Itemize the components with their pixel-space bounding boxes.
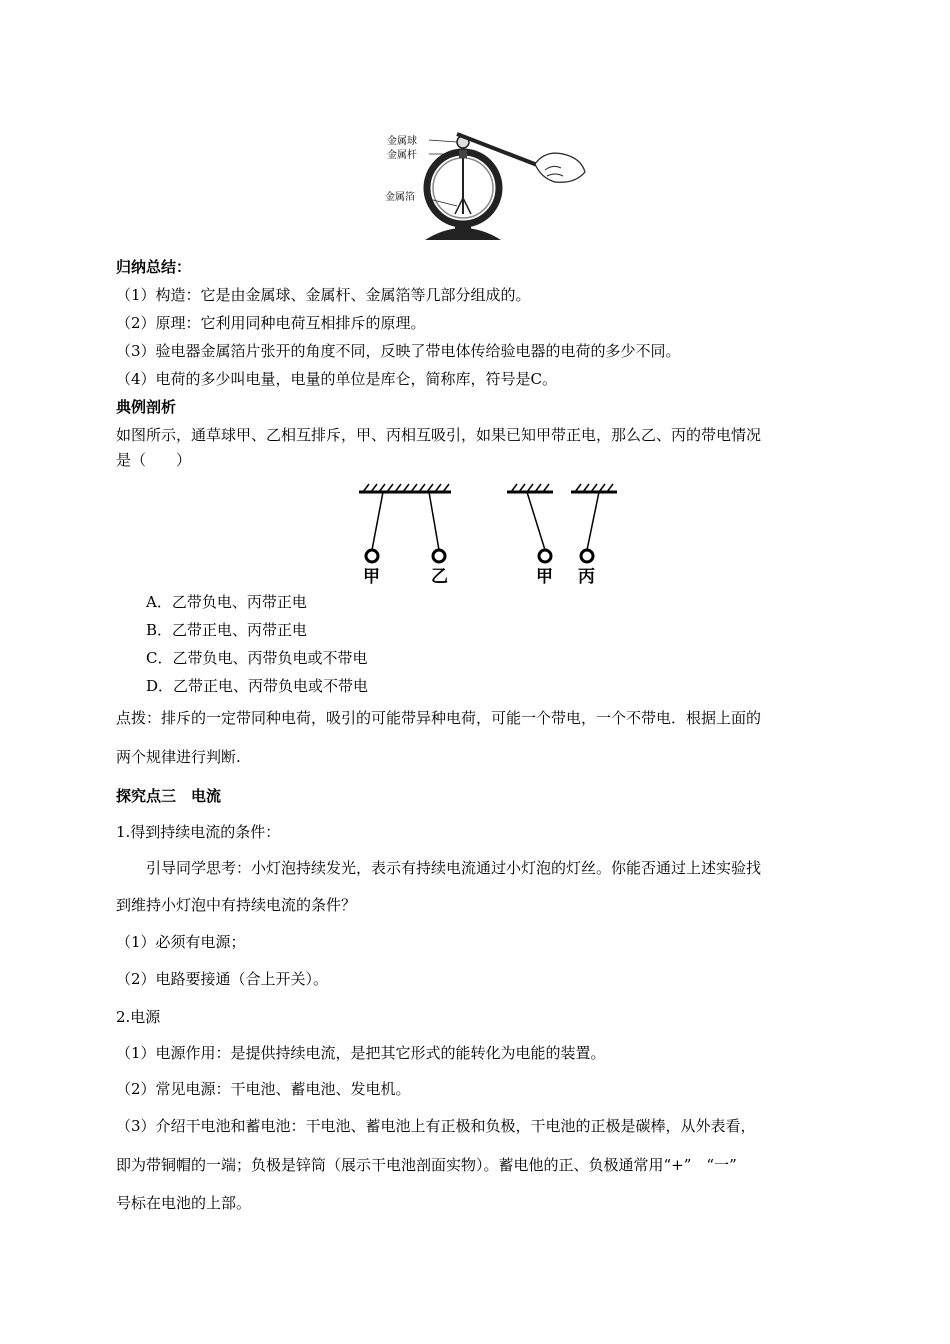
option-b: B．乙带正电、丙带正电	[146, 621, 308, 639]
option-a: A．乙带负电、丙带正电	[146, 593, 307, 611]
source-item-1: （1）电源作用：是提供持续电流，是把其它形式的能转化为电能的装置。	[116, 1044, 606, 1062]
ball-label-bing: 丙	[578, 567, 595, 587]
summary-item-1: （1）构造：它是由金属球、金属杆、金属箔等几部分组成的。	[116, 286, 531, 304]
guide-line2: 到维持小灯泡中有持续电流的条件？	[116, 896, 357, 914]
hint-line1: 点拨：排斥的一定带同种电荷，吸引的可能带异种电荷，可能一个带电，一个不带电．根据上面的	[116, 709, 762, 727]
electroscope-figure	[385, 128, 590, 246]
ball-label-yi: 乙	[431, 567, 448, 587]
section3-sub2: 2.电源	[116, 1008, 161, 1026]
section3-sub1: 1.得到持续电流的条件：	[116, 823, 281, 841]
condition-1: （1）必须有电源；	[116, 933, 246, 951]
label-metal-foil: 金属箔	[385, 192, 415, 203]
example-question-line1: 如图所示，通草球甲、乙相互排斥，甲、丙相互吸引，如果已知甲带正电，那么乙、丙的带电情况	[116, 426, 762, 444]
section3-heading: 探究点三 电流	[116, 787, 222, 805]
source-item-3-line1: （3）介绍干电池和蓄电池：干电池、蓄电池上有正极和负极，干电池的正极是碳棒，从外表看，	[116, 1117, 756, 1135]
summary-item-3: （3）验电器金属箔片张开的角度不同，反映了带电体传给验电器的电荷的多少不同。	[116, 342, 681, 360]
ball-label-jia-1: 甲	[363, 567, 380, 587]
label-metal-ball: 金属球	[387, 136, 417, 147]
hint-line2: 两个规律进行判断.	[116, 748, 241, 766]
example-question-line2: 是（ ）	[116, 451, 192, 469]
summary-item-2: （2）原理：它利用同种电荷互相排斥的原理。	[116, 314, 426, 332]
pith-ball-figure	[355, 480, 645, 590]
condition-2: （2）电路要接通（合上开关）。	[116, 970, 329, 988]
source-item-3-line2: 即为带铜帽的一端；负极是锌筒（展示干电池剖面实物）。蓄电他的正、负极通常用“+” “一”	[116, 1156, 737, 1174]
option-c: C．乙带负电、丙带负电或不带电	[146, 649, 368, 667]
source-item-2: （2）常见电源：干电池、蓄电池、发电机。	[116, 1080, 411, 1098]
example-heading: 典例剖析	[116, 398, 177, 416]
label-metal-rod: 金属杆	[387, 150, 417, 161]
summary-heading: 归纳总结：	[116, 258, 192, 276]
ball-label-jia-2: 甲	[536, 567, 553, 587]
source-item-3-line3: 号标在电池的上部。	[116, 1194, 252, 1212]
guide-line1: 引导同学思考：小灯泡持续发光，表示有持续电流通过小灯泡的灯丝。你能否通过上述实验找	[146, 859, 762, 877]
option-d: D．乙带正电、丙带负电或不带电	[146, 677, 369, 695]
summary-item-4: （4）电荷的多少叫电量，电量的单位是库仑，简称库，符号是C。	[116, 370, 558, 388]
